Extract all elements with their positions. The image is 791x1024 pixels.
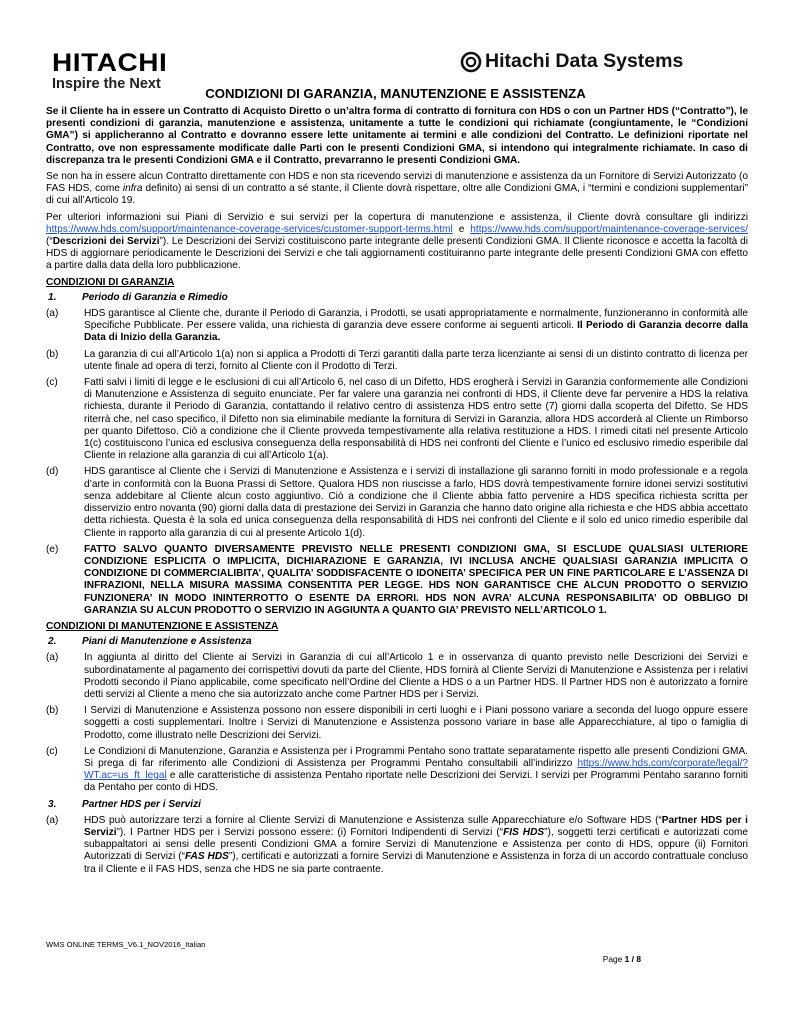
section-heading-warranty: CONDIZIONI DI GARANZIA (46, 276, 175, 288)
page-total: 8 (636, 954, 641, 964)
clause-3a-text-2: ”). I Partner HDS per i Servizi possono essere: (i) Fornitori Indipendenti di Servizi (“ (116, 826, 504, 838)
page-current: 1 (624, 954, 630, 964)
clause-1e (46, 544, 748, 617)
clause-3a-text-1: HDS può autorizzare terzi a fornire al Cliente Servizi di Manutenzione e Assistenza sulle Apparecchiature e/o Software HDS (“ (84, 814, 662, 826)
hds-logo-text: Hitachi Data Systems (485, 50, 684, 72)
hitachi-tagline: Inspire the Next (52, 76, 161, 92)
clause-label: (a) (46, 308, 59, 320)
clause-label: (a) (46, 652, 59, 664)
clause-2c-text: Le Condizioni di Manutenzione, Garanzia e Assistenza per i Programmi Pentaho sono trattate separatamente rispetto alle presenti Condizioni GMA. Si prega di far riferimento alle Condizioni di Assistenza per Programmi Pentaho consultabili all’indirizzo (84, 745, 748, 769)
clause-3a-term-partner: Partner HDS per i Servizi (84, 814, 748, 838)
article-title: Piani di Manutenzione e Assistenza (82, 636, 252, 648)
hds-logo (460, 50, 683, 73)
clause-label: (c) (46, 745, 58, 757)
footer-document-id: WMS ONLINE TERMS_V6.1_NOV2016_Italian (46, 940, 206, 949)
clause-1c (46, 377, 748, 462)
clause-text: In aggiunta al diritto del Cliente ai Servizi in Garanzia di cui all’Articolo 1 e in osservanza di quanto previsto nelle Descrizioni dei Servizi e subordinatamente al pagamento dei corrispettivi dovuti da parte del Cliente, HDS fornirà al Cliente Servizi di Manutenzione e Assistenza per i relativi Prodotti secondo il Piano applicabile, come specificato nell’Ordine del Cliente a HDS o a un Partner HDS. Il Partner HDS non è autorizzato a fornire detti servizi al Cliente a meno che sia autorizzato anche come Partner HDS per i Servizi. (84, 652, 748, 700)
clause-3a-text-3: ”), soggetti terzi certificati e autorizzati come subappaltatori ai sensi delle presenti Condizioni GMA a fornire Servizi di Manutenzione e Assistenza per conto di HDS, oppure (ii) Fornitori Autorizzati di Servizi (“ (84, 826, 748, 863)
clause-text: Fatti salvi i limiti di legge e le esclusioni di cui all’Articolo 6, nel caso di un Difetto, HDS erogherà i Servizi in Garanzia conformemente alle Condizioni di Manutenzione e Assistenza di seguito enunciate. Per far valere una garanzia nei confronti di HDS, il Cliente deve far pervenire a HDS la relativa richiesta, durante il Periodo di Garanzia, contattando il relativo centro di assistenza HDS entro sette (7) giorni dalla scoperta del Difetto. Se HDS riterrà che, nel caso specifico, il Difetto non sia eliminabile mediante la fornitura di Servizi in Garanzia, allora HDS accorderà al Cliente un Rimborso per quanto Difettoso. Ciò a condizione che il Cliente provveda tempestivamente alla relativa restituzione a HDS. I rimedi citati nel presente Articolo 1(c) costituiscono l’unica ed esclusiva conseguenza della responsabilità di HDS nei confronti del Cliente e l’unico ed esclusivo rimedio esperibile dal Cliente in relazione alla garanzia di cui all’Articolo 1(a). (84, 377, 748, 462)
intro-p3-quote-open: (“ (46, 236, 53, 248)
intro-p3-and: e (452, 223, 471, 235)
clause-text: I Servizi di Manutenzione e Assistenza possono non essere disponibili in certi luoghi e i Piani possono variare a seconda del luogo oppure essere soggetti a costi supplementari. Inoltre i Servizi di Manutenzione e Assistenza possono variare in base alle Apparecchiature, al tipo o famiglia di Prodotto, come illustrato nelle Descrizioni dei Servizi. (84, 705, 748, 741)
intro-paragraph-1: Se il Cliente ha in essere un Contratto di Acquisto Diretto o un’altra forma di contratto di fornitura con HDS o con un Partner HDS (“Contratto”), le presenti condizioni di garanzia, manutenzione e assistenza, unitamente a tutte le condizioni qui richiamate (congiuntamente, le “Condizioni GMA”) si applicheranno al Contratto e dovranno essere lette unitamente ai termini e alle condizioni del Contratto. Le definizioni riportate nel Contratto, ove non espressamente modificate dalle Parti con le presenti Condizioni GMA, si intendono qui integralmente richiamate. In caso di discrepanza tra le presenti Condizioni GMA e il Contratto, prevarranno le presenti Condizioni GMA. (46, 106, 748, 166)
clause-2c (46, 746, 748, 795)
coverage-services-link[interactable]: https://www.hds.com/support/maintenance-coverage-services/ (470, 223, 748, 235)
clause-1b (46, 349, 748, 373)
support-terms-link[interactable]: https://www.hds.com/support/maintenance-coverage-services/customer-support-terms.html (46, 223, 453, 235)
article-number: 1. (48, 291, 57, 303)
clause-text: HDS garantisce al Cliente che i Servizi di Manutenzione e Assistenza e i servizi di installazione gli saranno forniti in modo professionale e a regola d’arte in conformità con la Buona Prassi di Settore. Qualora HDS non riuscisse a farlo, HDS dovrà tempestivamente fornire idonei servizi sostitutivi senza addebitare al Cliente alcun costo aggiuntivo. Ciò a condizione che il Cliente abbia fatto pervenire a HDS specifica richiesta scritta per disservizio entro novanta (90) giorni dalla data di prestazione dei Servizi in Garanzia che hanno dato origine alla richiesta e che HDS abbia accettato detta richiesta. Questa è la sola ed unica conseguenza della responsabilità di HDS nei confronti del Cliente e il solo ed unico rimedio esperibile dal Cliente in rapporto alla garanzia di cui al presente Articolo 1(d). (84, 466, 748, 539)
article-2-heading (46, 636, 748, 648)
clause-1a (46, 308, 748, 345)
document-title: CONDIZIONI DI GARANZIA, MANUTENZIONE E ASSISTENZA (205, 86, 586, 101)
clause-label: (b) (46, 348, 59, 360)
clause-1a-text: HDS garantisce al Cliente che, durante il Periodo di Garanzia, i Prodotti, se usati appropriatamente e normalmente, funzioneranno in conformità alle Specifiche Pubblicate. Per essere valida, una richiesta di garanzia deve essere conforme ai seguenti articoli. (84, 308, 748, 332)
intro-p2-text-a: Se non ha in essere alcun Contratto direttamente con HDS e non sta ricevendo servizi di manutenzione e assistenza da un Fornitore di Servizi Autorizzato (o FAS HDS, come (46, 171, 748, 195)
clause-3a-text-4: ”), certificati e autorizzati a fornire Servizi di Manutenzione e Assistenza in forza di un accordo contrattuale concluso tra il Cliente e il FAS HDS, senza che HDS ne sia parte contraente. (84, 851, 749, 875)
hds-ring-icon (460, 51, 482, 73)
clause-text (84, 815, 748, 876)
document-body (46, 106, 748, 880)
intro-paragraph-3 (46, 212, 748, 273)
article-3-heading (46, 799, 748, 811)
clause-text (84, 308, 748, 345)
intro-p2-infra: infra (122, 183, 143, 195)
intro-p3-defined-term: Descrizioni dei Servizi (52, 236, 160, 248)
clause-text: FATTO SALVO QUANTO DIVERSAMENTE PREVISTO NELLE PRESENTI CONDIZIONI GMA, SI ESCLUDE QUALSIASI ULTERIORE CONDIZIONE ESPLICITA O IMPLICITA, DICHIARAZIONE E GARANZIA, IVI INCLUSA ANCHE QUALSIASI GARANZIA IMPLICITA O CONDIZIONE DI COMMERCIALIBITA’, QUALITA’ SODDISFACENTE O IDONEITA’ SPECIFICA PER UN FINE PARTICOLARE E L’ASSENZA DI INFRAZIONI, NELLA MISURA MASSIMA CONSENTITA PER LEGGE. HDS NON GARANTISCE CHE ALCUN PRODOTTO O SERVIZIO FUNZIONERA’ IN MODO ININTERROTTO O ESENTE DA ERRORI. HDS NON AVRA’ ALCUNA RESPONSABILITA’ OD OBBLIGO DI GARANZIA SU ALCUN PRODOTTO O SERVIZIO IN AGGIUNTA A QUANTO GIA’ PREVISTO NELL’ARTICOLO 1. (84, 543, 748, 616)
intro-p2-text-b: definito) ai sensi di un contratto a sé stante, il Cliente dovrà rispettare, oltre alle Condizioni GMA, i “termini e condizioni supplementari” di cui all’Articolo 19. (46, 183, 748, 207)
section-heading-maintenance: CONDIZIONI DI MANUTENZIONE E ASSISTENZA (46, 620, 279, 632)
article-1-heading (46, 292, 748, 304)
clause-1a-bold: Il Periodo di Garanzia decorre dalla Data di Inizio della Garanzia. (84, 320, 749, 344)
article-number: 3. (48, 798, 57, 810)
article-title: Periodo di Garanzia e Rimedio (82, 291, 228, 303)
clause-text: La garanzia di cui all’Articolo 1(a) non si applica a Prodotti di Terzi garantiti dalla parte terza licenziante ai sensi di un distinto contratto di licenza per utente finale ad opera di terzi, fornito al Cliente con il Prodotto di Terzi. (84, 348, 748, 372)
clause-label: (d) (46, 466, 59, 478)
article-title: Partner HDS per i Servizi (82, 798, 201, 810)
clause-text (84, 746, 748, 795)
clause-3a (46, 815, 748, 876)
clause-label: (a) (46, 814, 59, 826)
footer-page-number (603, 954, 641, 964)
intro-p3-text-c: ”). Le Descrizioni dei Servizi costituiscono parte integrante delle presenti Condizioni GMA. Il Cliente riconosce e accetta la facoltà di HDS di aggiornare periodicamente le Descrizioni dei Servizi e che tali aggiornamenti costituiranno parte integrante delle presenti Condizioni GMA con effetto a partire dalla data della loro pubblicazione. (46, 236, 748, 272)
clause-3a-term-fas: FAS HDS (184, 851, 229, 863)
clause-3a-term-fis: FIS HDS (503, 826, 545, 838)
clause-2a (46, 652, 748, 701)
page-word: Page (602, 954, 625, 964)
page-separator: / (629, 954, 637, 964)
clause-label: (c) (46, 377, 58, 389)
clause-2b (46, 705, 748, 742)
clause-1d (46, 466, 748, 539)
intro-paragraph-2 (46, 171, 748, 208)
clause-label: (b) (46, 705, 59, 717)
hitachi-wordmark: HITACHI (52, 49, 168, 77)
article-number: 2. (48, 636, 57, 648)
clause-2c-text-2: e alle caratteristiche di assistenza Pentaho riportate nelle Descrizioni dei Servizi. I servizi per Programmi Pentaho saranno forniti da Pentaho per conto di HDS. (84, 770, 748, 794)
intro-p3-text-a: Per ulteriori informazioni sui Piani di Servizio e sui servizi per la copertura di manutenzione e assistenza, il Cliente dovrà consultare gli indirizzi (46, 211, 748, 223)
pentaho-legal-link[interactable]: https://www.hds.com/corporate/legal/?WT.ac=us_ft_legal (84, 757, 748, 782)
clause-label: (e) (46, 543, 59, 555)
